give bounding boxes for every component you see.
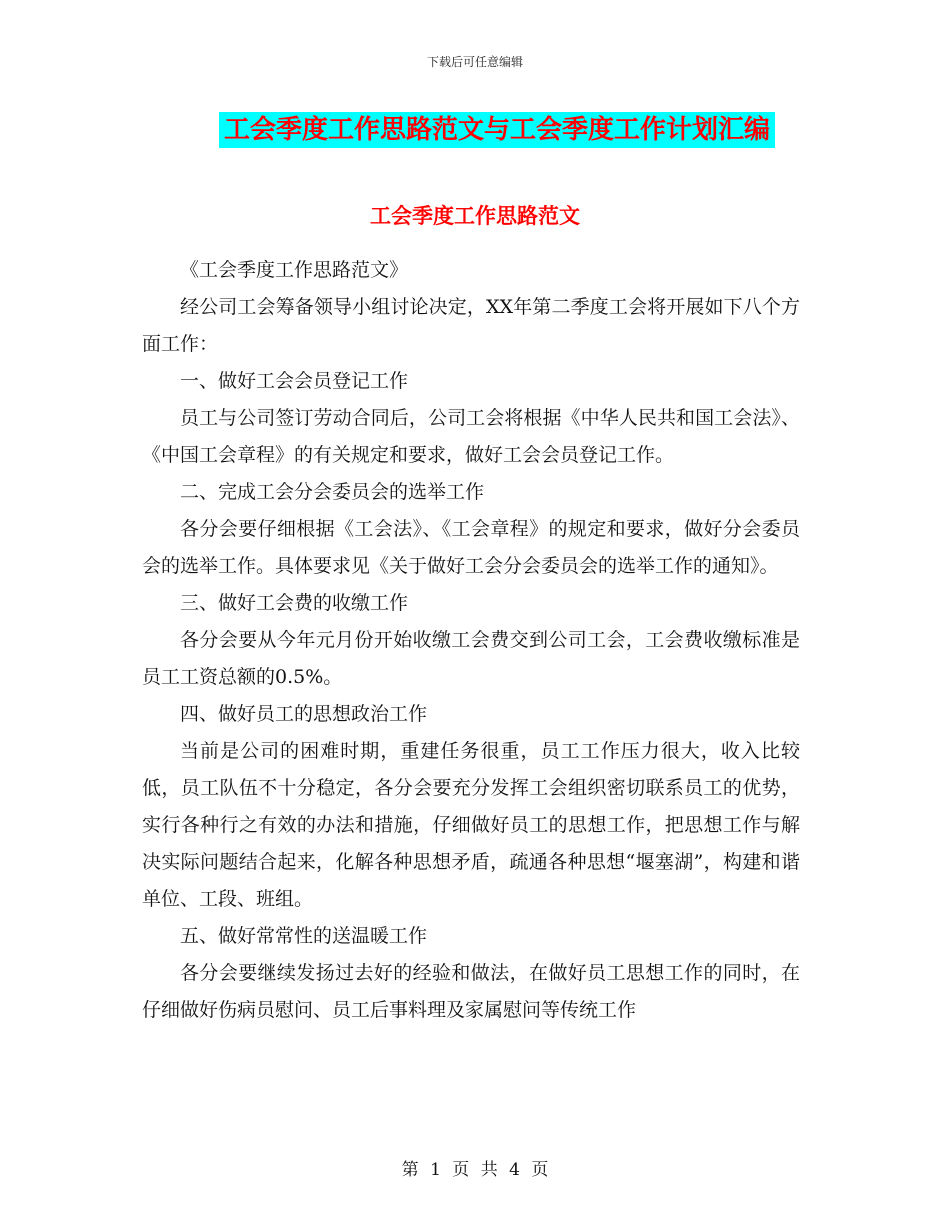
page-number-footer: 第 1 页 共 4 页 bbox=[401, 1160, 549, 1180]
paragraph-intro: 经公司工会筹备领导小组讨论决定，XX年第二季度工会将开展如下八个方面工作： bbox=[142, 296, 800, 355]
section-title: 工会季度工作思路范文 bbox=[370, 204, 580, 228]
heading-item-4: 四、做好员工的思想政治工作 bbox=[180, 703, 428, 725]
heading-item-2: 二、完成工会分会委员会的选举工作 bbox=[180, 481, 485, 503]
document-body bbox=[142, 252, 800, 1029]
paragraph-item-3: 各分会要从今年元月份开始收缴工会费交到公司工会，工会费收缴标准是员工工资总额的0.5%。 bbox=[142, 629, 800, 688]
paragraph-item-5: 各分会要继续发扬过去好的经验和做法，在做好员工思想工作的同时，在仔细做好伤病员慰问、员工后事料理及家属慰问等传统工作 bbox=[142, 962, 800, 1021]
paragraph-item-2: 各分会要仔细根据《工会法》、《工会章程》的规定和要求，做好分会委员会的选举工作。具体要求见《关于做好工会分会委员会的选举工作的通知》。 bbox=[142, 518, 800, 577]
paragraph-item-4: 当前是公司的困难时期，重建任务很重，员工工作压力很大，收入比较低，员工队伍不十分稳定，各分会要充分发挥工会组织密切联系员工的优势，实行各种行之有效的办法和措施，仔细做好员工的思想工作，把思想工作与解决实际问题结合起来，化解各种思想矛盾，疏通各种思想“堰塞湖”，构建和谐单位、工段、班组。 bbox=[142, 740, 800, 910]
paragraph-article-name: 《工会季度工作思路范文》 bbox=[180, 259, 409, 281]
heading-item-5: 五、做好常常性的送温暖工作 bbox=[180, 925, 428, 947]
paragraph-item-1: 员工与公司签订劳动合同后，公司工会将根据《中华人民共和国工会法》、《中国工会章程》的有关规定和要求，做好工会会员登记工作。 bbox=[142, 407, 800, 466]
page-header-note: 下载后可任意编辑 bbox=[426, 55, 523, 69]
document-title: 工会季度工作思路范文与工会季度工作计划汇编 bbox=[219, 112, 775, 148]
heading-item-1: 一、做好工会会员登记工作 bbox=[180, 370, 409, 392]
heading-item-3: 三、做好工会费的收缴工作 bbox=[180, 592, 409, 614]
